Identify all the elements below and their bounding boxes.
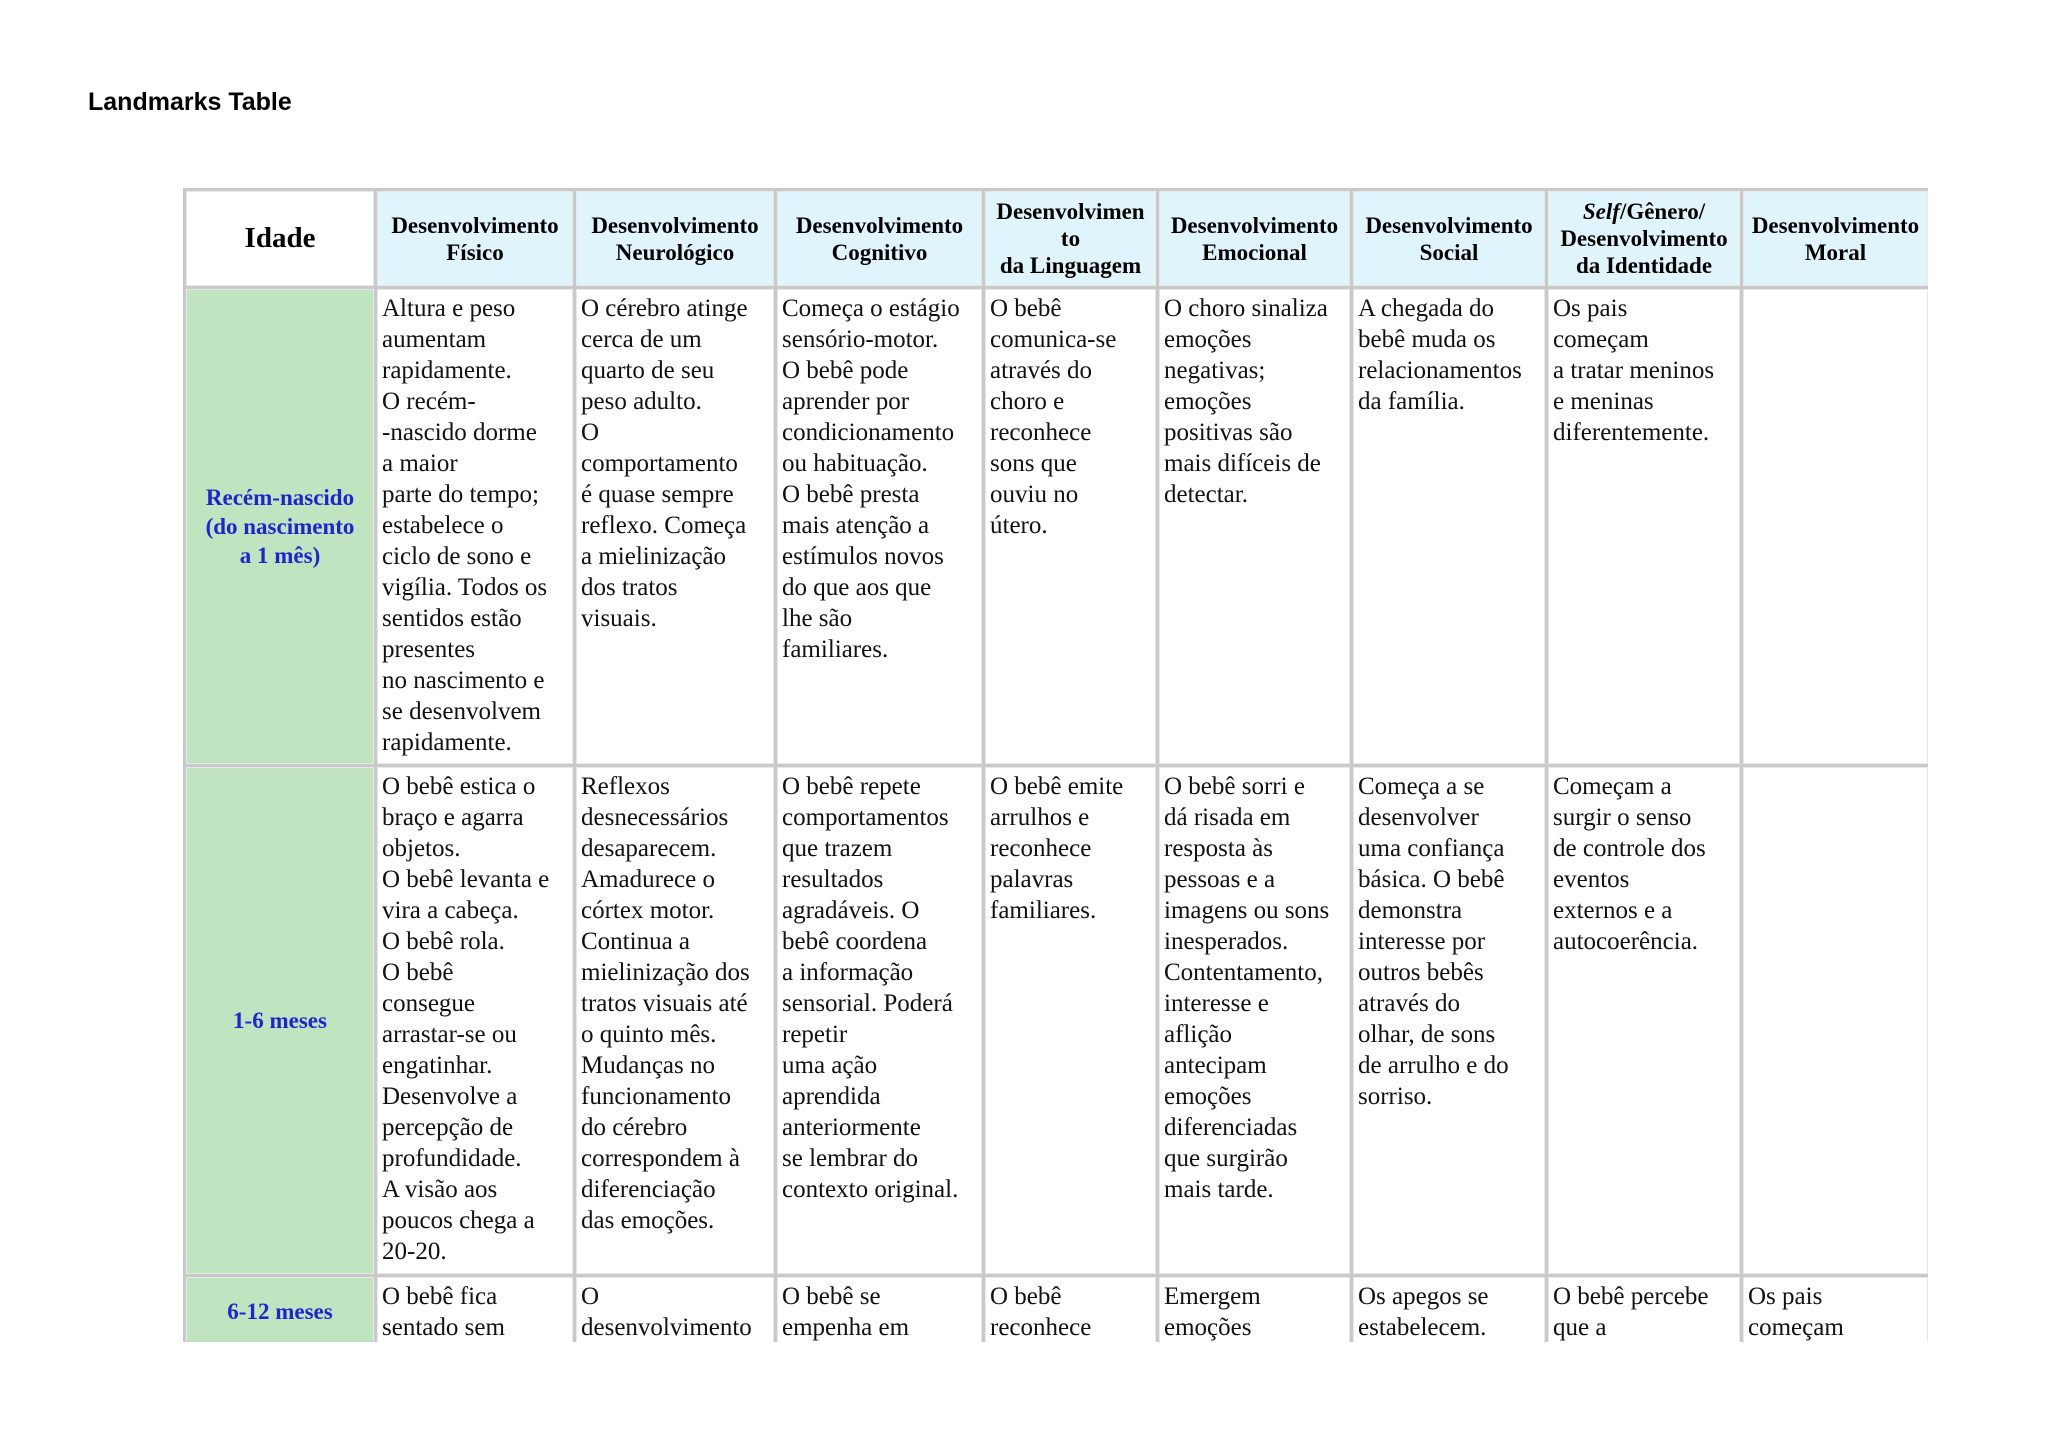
cell-language: O bebê comunica-se através do choro e reconhece sons que ouviu no útero. xyxy=(985,289,1159,767)
table-row xyxy=(186,767,1928,1277)
cell-identity: O bebê percebe que a xyxy=(1548,1277,1743,1342)
cell-physical: O bebê fica sentado sem xyxy=(377,1277,576,1342)
age-cell: 1-6 meses xyxy=(186,767,377,1277)
table-row xyxy=(186,289,1928,767)
cell-identity: Os pais começam a tratar meninos e meninas diferentemente. xyxy=(1548,289,1743,767)
table-viewport xyxy=(183,188,1928,1342)
cell-neurological: O cérebro atinge cerca de um quarto de seu peso adulto. O comportamento é quase sempre reflexo. Começa a mielinização dos tratos visuais. xyxy=(576,289,777,767)
header-social: Desenvolvimento Social xyxy=(1353,191,1548,289)
cell-emotional: Emergem emoções xyxy=(1159,1277,1353,1342)
cell-cognitive: O bebê se empenha em xyxy=(777,1277,985,1342)
cell-identity: Começam a surgir o senso de controle dos eventos externos e a autocoerência. xyxy=(1548,767,1743,1277)
cell-moral: Os pais começam xyxy=(1743,1277,1928,1342)
cell-neurological: Reflexos desnecessários desaparecem. Amadurece o córtex motor. Continua a mielinização dos tratos visuais até o quinto mês. Mudanças no funcionamento do cérebro correspondem à diferenciação das emoções. xyxy=(576,767,777,1277)
header-cognitive: Desenvolvimento Cognitivo xyxy=(777,191,985,289)
cell-cognitive: Começa o estágio sensório-motor. O bebê pode aprender por condicionamento ou habituação. O bebê presta mais atenção a estímulos novos do que aos que lhe são familiares. xyxy=(777,289,985,767)
cell-cognitive: O bebê repete comportamentos que trazem resultados agradáveis. O bebê coordena a informação sensorial. Poderá repetir uma ação aprendida anteriormente se lembrar do contexto original. xyxy=(777,767,985,1277)
cell-social: Os apegos se estabelecem. xyxy=(1353,1277,1548,1342)
header-identity: Self/Gênero/ Desenvolvimento da Identidade xyxy=(1548,191,1743,289)
header-row xyxy=(186,191,1928,289)
header-physical: Desenvolvimento Físico xyxy=(377,191,576,289)
age-cell: Recém-nascido (do nascimento a 1 mês) xyxy=(186,289,377,767)
table-row xyxy=(186,1277,1928,1342)
cell-social: Começa a se desenvolver uma confiança básica. O bebê demonstra interesse por outros bebês através do olhar, de sons de arrulho e do sorriso. xyxy=(1353,767,1548,1277)
header-language: Desenvolvimen to da Linguagem xyxy=(985,191,1159,289)
header-self-word: Self xyxy=(1582,199,1620,224)
header-emotional: Desenvolvimento Emocional xyxy=(1159,191,1353,289)
header-moral: Desenvolvimento Moral xyxy=(1743,191,1928,289)
page-title: Landmarks Table xyxy=(88,88,292,116)
cell-moral xyxy=(1743,289,1928,767)
landmarks-table xyxy=(183,188,1928,1342)
cell-social: A chegada do bebê muda os relacionamentos da família. xyxy=(1353,289,1548,767)
cell-emotional: O choro sinaliza emoções negativas; emoções positivas são mais difíceis de detectar. xyxy=(1159,289,1353,767)
header-neurological: Desenvolvimento Neurológico xyxy=(576,191,777,289)
cell-moral xyxy=(1743,767,1928,1277)
cell-emotional: O bebê sorri e dá risada em resposta às pessoas e a imagens ou sons inesperados. Contentamento, interesse e aflição antecipam emoções diferenciadas que surgirão mais tarde. xyxy=(1159,767,1353,1277)
cell-neurological: O desenvolvimento xyxy=(576,1277,777,1342)
cell-language: O bebê emite arrulhos e reconhece palavras familiares. xyxy=(985,767,1159,1277)
cell-physical: Altura e peso aumentam rapidamente. O recém- -nascido dorme a maior parte do tempo; estabelece o ciclo de sono e vigília. Todos os sentidos estão presentes no nascimento e se desenvolvem rapidamente. xyxy=(377,289,576,767)
cell-language: O bebê reconhece xyxy=(985,1277,1159,1342)
age-cell: 6-12 meses xyxy=(186,1277,377,1342)
header-age: Idade xyxy=(186,191,377,289)
cell-physical: O bebê estica o braço e agarra objetos. O bebê levanta e vira a cabeça. O bebê rola. O bebê consegue arrastar-se ou engatinhar. Desenvolve a percepção de profundidade. A visão aos poucos chega a 20-20. xyxy=(377,767,576,1277)
